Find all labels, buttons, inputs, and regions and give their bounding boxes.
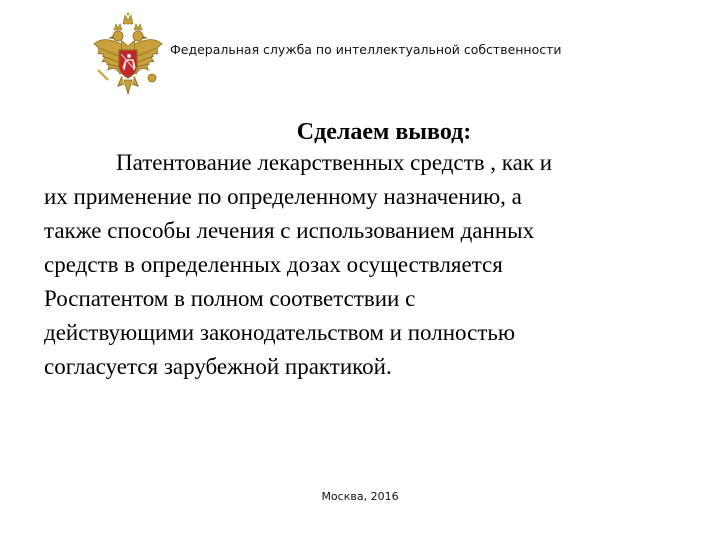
paragraph-line: Патентование лекарственных средств , как и [116,150,553,175]
coat-of-arms-icon [88,10,168,100]
paragraph-line: согласуется зарубежной практикой. [44,354,392,379]
paragraph-line: средств в определенных дозах осуществляется [44,252,503,277]
slide-heading: Сделаем вывод: [296,119,472,145]
conclusion-paragraph [44,146,684,384]
footer-place-year: Москва, 2016 [321,490,399,503]
paragraph-line: действующими законодательством и полностью [44,320,516,345]
paragraph-line: Роспатентом в полном соответствии с [44,286,416,311]
organization-name: Федеральная служба по интеллектуальной собственности [170,42,562,57]
slide-body [44,118,684,384]
paragraph-line: также способы лечения с использованием данных [44,218,535,243]
paragraph-line: их применение по определенному назначению, а [44,184,522,209]
